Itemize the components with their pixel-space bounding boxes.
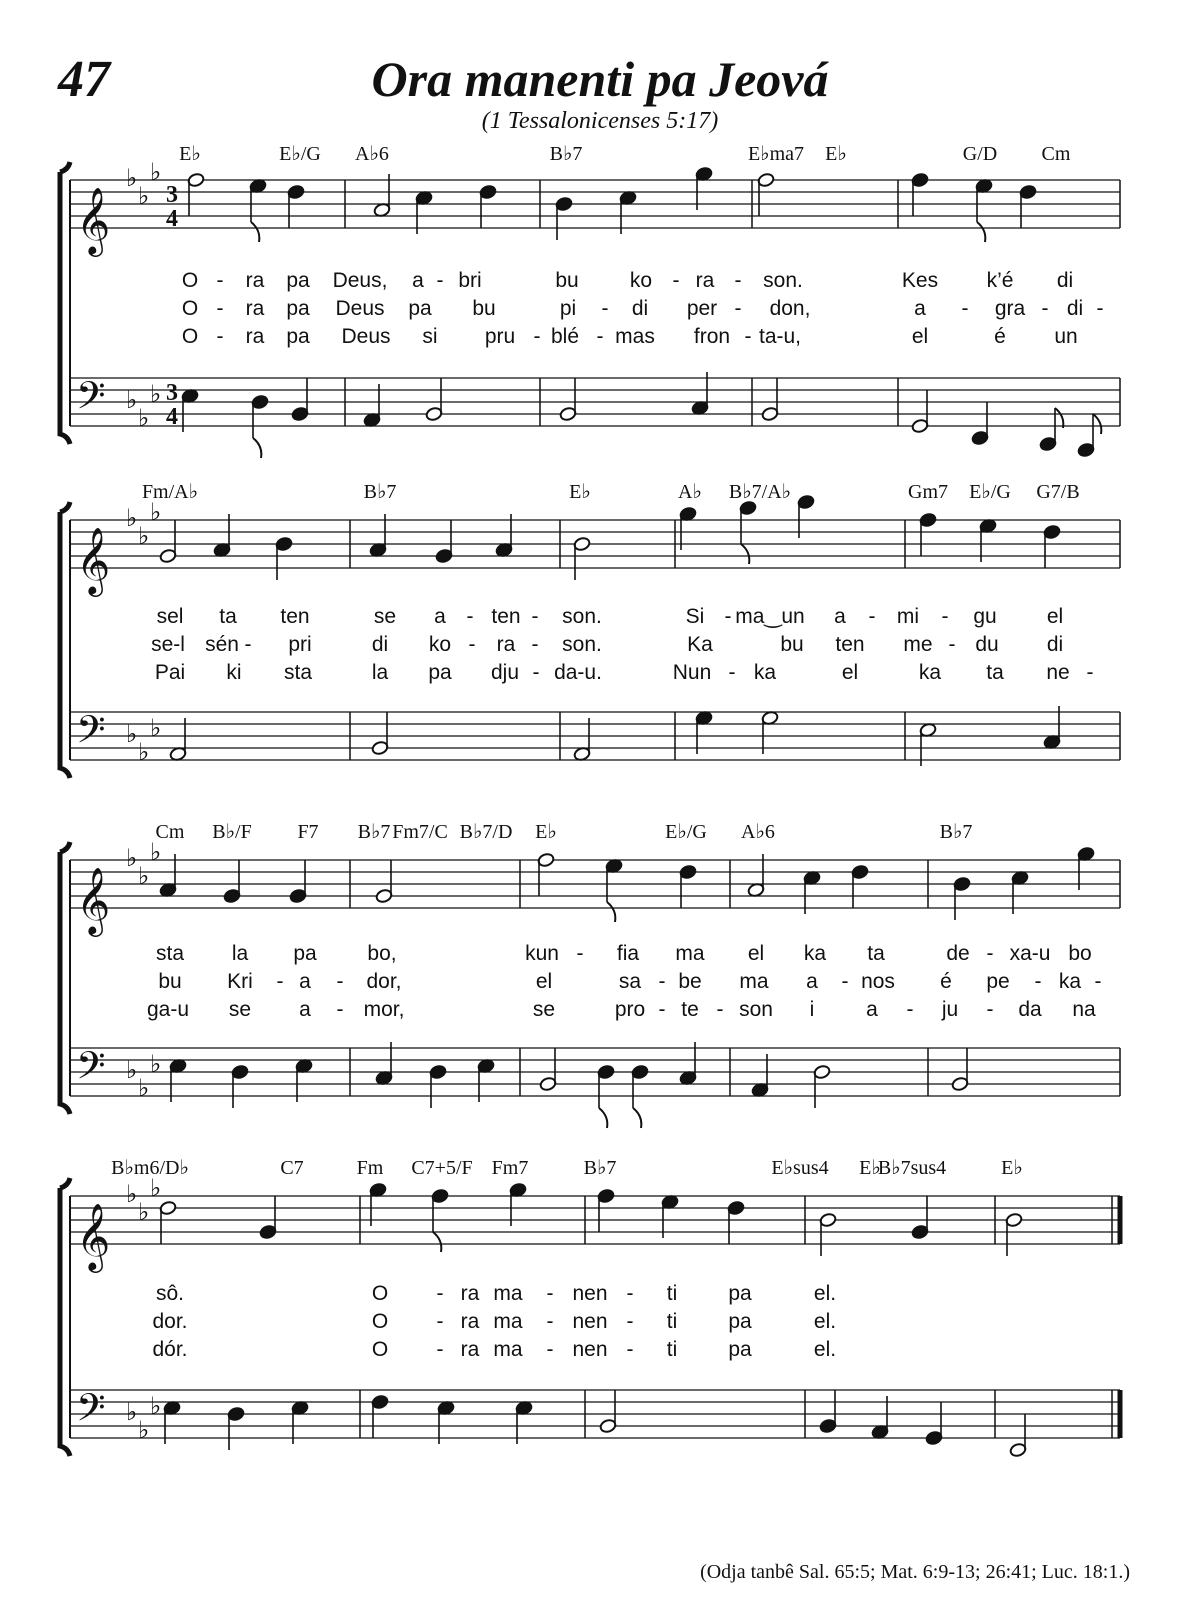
treble-note-flag: [977, 222, 985, 242]
flat-sign: ♭: [138, 522, 150, 550]
lyric-syllable: -: [531, 633, 539, 656]
lyric-syllable: son.: [763, 269, 803, 292]
lyric-syllable: ka: [803, 942, 827, 965]
lyric-syllable: -: [466, 605, 474, 628]
lyric-syllable: ra: [460, 1310, 480, 1333]
chord-symbol: E♭/G: [665, 821, 707, 843]
lyric-syllable: -: [734, 297, 742, 320]
lyric-syllable: a: [834, 605, 846, 628]
chord-symbol: C7+5/F: [411, 1157, 473, 1179]
lyric-syllable: ga-u: [146, 998, 190, 1021]
lyric-syllable: é: [940, 970, 952, 993]
chord-symbol: G/D: [962, 143, 998, 165]
lyric-syllable: el: [1046, 605, 1064, 628]
lyric-syllable: ta: [986, 661, 1004, 684]
lyric-syllable: -: [1034, 970, 1042, 993]
lyric-syllable: bu: [555, 269, 579, 292]
lyric-syllable: O: [181, 297, 199, 320]
lyric-syllable: mor,: [363, 998, 405, 1021]
flat-sign: ♭: [150, 1174, 162, 1202]
time-signature-top: 3: [166, 380, 178, 406]
flat-sign: ♭: [138, 182, 150, 210]
lyric-syllable: blé: [550, 325, 580, 348]
lyric-syllable: me: [903, 633, 933, 656]
chord-symbol: E♭/G: [279, 143, 321, 165]
treble-note-flag: [433, 1232, 441, 1252]
lyric-syllable: a: [914, 297, 926, 320]
footer-references: (Odja tanbê Sal. 65:5; Mat. 6:9-13; 26:41; Luc. 18:1.): [700, 1561, 1130, 1583]
chord-symbol: A♭6: [355, 143, 389, 165]
lyric-syllable: ma: [493, 1338, 523, 1361]
system-bracket: [60, 162, 70, 444]
chord-symbol: Fm7: [491, 1157, 529, 1179]
lyric-syllable: ju: [941, 998, 959, 1021]
chord-symbol: E♭/G: [969, 481, 1011, 503]
lyric-syllable: da: [1018, 998, 1042, 1021]
lyric-syllable: ra: [460, 1338, 480, 1361]
chord-symbol: B♭m6/D♭: [111, 1157, 189, 1179]
chord-symbol: B♭7sus4: [877, 1157, 947, 1179]
lyric-syllable: Deus: [335, 297, 385, 320]
lyric-syllable: se: [532, 998, 556, 1021]
lyric-syllable: sta: [283, 661, 313, 684]
chord-symbol: Cm: [155, 821, 185, 843]
lyric-syllable: -: [868, 605, 876, 628]
flat-sign: ♭: [138, 1198, 150, 1226]
lyric-syllable: ti: [666, 1310, 678, 1333]
lyric-syllable: di: [371, 633, 389, 656]
lyric-syllable: di: [631, 297, 649, 320]
lyric-syllable: du: [975, 633, 999, 656]
lyric-syllable: -: [986, 998, 994, 1021]
lyric-syllable: -: [1096, 297, 1104, 320]
lyric-syllable: mi: [896, 605, 920, 628]
lyric-syllable: -: [728, 661, 736, 684]
lyric-syllable: fia: [616, 942, 640, 965]
lyric-syllable: i: [809, 998, 815, 1021]
lyric-syllable: -: [744, 325, 752, 348]
lyric-syllable: Deus,: [332, 269, 388, 292]
lyric-syllable: ka: [753, 661, 777, 684]
lyric-syllable: Deus: [341, 325, 391, 348]
lyric-syllable: -: [216, 325, 224, 348]
lyric-syllable: el: [911, 325, 929, 348]
flat-sign: ♭: [138, 1416, 150, 1444]
lyric-syllable: a: [299, 970, 311, 993]
lyric-syllable: de: [946, 942, 970, 965]
lyric-syllable: ka: [918, 661, 942, 684]
lyric-syllable: k’é: [986, 269, 1014, 292]
lyric-syllable: -: [716, 998, 724, 1021]
lyric-syllable: xa-u: [1009, 942, 1051, 965]
lyric-syllable: ten: [835, 633, 865, 656]
flat-sign: ♭: [126, 1398, 138, 1426]
lyric-syllable: O: [371, 1310, 389, 1333]
lyric-syllable: fron: [693, 325, 731, 348]
lyric-syllable: -: [436, 1282, 444, 1305]
lyric-syllable: -: [533, 325, 541, 348]
lyric-syllable: -: [436, 1310, 444, 1333]
lyric-syllable: -: [436, 269, 444, 292]
lyric-syllable: -: [672, 269, 680, 292]
chord-symbol: Fm: [356, 1157, 384, 1179]
lyric-syllable: la: [231, 942, 249, 965]
bass-note-flag: [253, 438, 261, 458]
lyric-syllable: sel: [156, 605, 184, 628]
chord-symbol: E♭: [859, 1157, 881, 1179]
lyric-syllable: ka: [1058, 970, 1082, 993]
lyric-syllable: é: [994, 325, 1006, 348]
lyric-syllable: O: [181, 269, 199, 292]
scripture-reference: (1 Tessalonicenses 5:17): [481, 108, 719, 134]
lyric-syllable: ta: [867, 942, 885, 965]
lyric-syllable: -: [941, 605, 949, 628]
lyric-syllable: dór.: [152, 1338, 188, 1361]
bass-note-flag: [633, 1108, 641, 1128]
time-signature-bottom: 4: [166, 206, 178, 232]
lyric-syllable: -: [244, 633, 252, 656]
flat-sign: ♭: [126, 1180, 138, 1208]
lyric-syllable: -: [596, 325, 604, 348]
chord-symbol: A♭: [678, 481, 702, 503]
lyric-syllable: -: [468, 633, 476, 656]
chord-symbol: E♭: [569, 481, 591, 503]
lyric-syllable: pa: [286, 297, 310, 320]
lyric-syllable: -: [1041, 297, 1049, 320]
lyric-syllable: be: [678, 970, 702, 993]
flat-sign: ♭: [150, 1392, 162, 1420]
lyric-syllable: di: [1056, 269, 1074, 292]
treble-note-flag: [607, 902, 615, 922]
lyric-syllable: te: [681, 998, 699, 1021]
lyric-syllable: -: [1086, 661, 1094, 684]
lyric-syllable: -: [626, 1282, 634, 1305]
flat-sign: ♭: [138, 862, 150, 890]
flat-sign: ♭: [126, 720, 138, 748]
time-signature-top: 3: [166, 182, 178, 208]
lyric-syllable: bri: [458, 269, 482, 292]
lyric-syllable: -: [1094, 970, 1102, 993]
lyric-syllable: a: [806, 970, 818, 993]
treble-clef: 𝄞: [76, 186, 111, 254]
bass-note-flag: [1055, 408, 1063, 428]
lyric-syllable: -: [576, 942, 584, 965]
lyric-syllable: O: [181, 325, 199, 348]
lyric-syllable: pi: [559, 297, 577, 320]
lyric-syllable: nen: [572, 1282, 608, 1305]
lyric-syllable: -: [626, 1310, 634, 1333]
lyric-syllable: sta: [155, 942, 185, 965]
lyric-syllable: don,: [769, 297, 811, 320]
lyric-syllable: ra: [245, 325, 265, 348]
flat-sign: ♭: [126, 1056, 138, 1084]
lyric-syllable: Si: [685, 605, 705, 628]
lyric-syllable: pru: [484, 325, 516, 348]
lyric-syllable: se: [373, 605, 397, 628]
lyric-syllable: a: [434, 605, 446, 628]
chord-symbol: B♭7: [363, 481, 397, 503]
chord-symbol: Fm7/C: [392, 821, 448, 843]
chord-symbol: C7: [280, 1157, 304, 1179]
treble-clef: 𝄞: [76, 526, 111, 594]
chord-symbol: B♭7/D: [459, 821, 513, 843]
chord-symbol: E♭sus4: [771, 1157, 829, 1179]
lyric-syllable: -: [546, 1310, 554, 1333]
lyric-syllable: dju: [490, 661, 520, 684]
lyric-syllable: ma: [739, 970, 769, 993]
lyric-syllable: mas: [615, 325, 655, 348]
lyric-syllable: -: [841, 970, 849, 993]
lyric-syllable: ta-u,: [758, 325, 802, 348]
chord-symbol: Cm: [1041, 143, 1071, 165]
lyric-syllable: se: [228, 998, 252, 1021]
lyric-syllable: -: [948, 633, 956, 656]
bass-clef: 𝄢: [76, 1385, 106, 1439]
lyric-syllable: pe: [986, 970, 1010, 993]
lyric-syllable: el: [535, 970, 553, 993]
lyric-syllable: la: [371, 661, 389, 684]
chord-symbol: E♭: [1001, 1157, 1023, 1179]
lyric-syllable: a: [412, 269, 424, 292]
lyric-syllable: son.: [562, 633, 602, 656]
lyric-syllable: Kes: [901, 269, 939, 292]
hymn-number: 47: [58, 51, 110, 108]
lyric-syllable: bu: [158, 970, 182, 993]
lyric-syllable: -: [336, 970, 344, 993]
lyric-syllable: ten: [280, 605, 310, 628]
time-signature-bottom: 4: [166, 404, 178, 430]
lyric-syllable: ti: [666, 1282, 678, 1305]
system-bracket: [60, 502, 70, 778]
lyric-syllable: -: [546, 1338, 554, 1361]
lyric-syllable: ko: [629, 269, 653, 292]
lyric-syllable: ki: [226, 661, 242, 684]
chord-symbol: F7: [297, 821, 319, 843]
bass-clef: 𝄢: [76, 1043, 106, 1097]
lyric-syllable: nos: [861, 970, 895, 993]
lyric-syllable: -: [601, 297, 609, 320]
flat-sign: ♭: [150, 1050, 162, 1078]
lyric-syllable: gu: [973, 605, 997, 628]
lyric-syllable: ra: [245, 269, 265, 292]
lyric-syllable: -: [658, 998, 666, 1021]
lyric-syllable: pa: [286, 325, 310, 348]
chord-symbol: E♭: [825, 143, 847, 165]
lyric-syllable: -: [658, 970, 666, 993]
chord-symbol: E♭ma7: [747, 143, 805, 165]
chord-symbol: E♭: [535, 821, 557, 843]
lyric-syllable: bo,: [367, 942, 397, 965]
lyric-syllable: -: [961, 297, 969, 320]
lyric-syllable: sa: [618, 970, 642, 993]
lyric-syllable: son.: [562, 605, 602, 628]
lyric-syllable: ra: [460, 1282, 480, 1305]
flat-sign: ♭: [150, 714, 162, 742]
lyric-syllable: ten: [491, 605, 521, 628]
lyric-syllable: el.: [813, 1338, 837, 1361]
lyric-syllable: se-l: [151, 633, 185, 656]
treble-note-flag: [251, 222, 259, 242]
bass-clef: 𝄢: [76, 373, 106, 427]
lyric-syllable: -: [546, 1282, 554, 1305]
lyric-syllable: el.: [813, 1282, 837, 1305]
lyric-syllable: pa: [293, 942, 317, 965]
bass-note-flag: [599, 1108, 607, 1128]
chord-symbol: B♭7: [549, 143, 583, 165]
chord-symbol: Fm/A♭: [141, 481, 199, 503]
lyric-syllable: O: [371, 1282, 389, 1305]
lyric-syllable: -: [276, 970, 284, 993]
lyric-syllable: Nun: [672, 661, 712, 684]
lyric-syllable: bu: [472, 297, 496, 320]
chord-symbol: B♭7/A♭: [728, 481, 792, 503]
lyric-syllable: son: [739, 998, 773, 1021]
lyric-syllable: di: [1066, 297, 1084, 320]
lyric-syllable: dor,: [366, 970, 402, 993]
lyric-syllable: el.: [813, 1310, 837, 1333]
lyric-syllable: ma: [493, 1282, 523, 1305]
chord-symbol: B♭/F: [212, 821, 252, 843]
hymn-title: Ora manenti pa Jeová: [371, 51, 829, 107]
lyric-syllable: -: [436, 1338, 444, 1361]
treble-note-flag: [741, 544, 749, 564]
treble-clef: 𝄞: [76, 1202, 111, 1270]
lyric-syllable: O: [371, 1338, 389, 1361]
lyric-syllable: bu: [780, 633, 804, 656]
flat-sign: ♭: [138, 404, 150, 432]
flat-sign: ♭: [126, 164, 138, 192]
chord-symbol: E♭: [179, 143, 201, 165]
lyric-syllable: -: [336, 998, 344, 1021]
lyric-syllable: pa: [728, 1310, 752, 1333]
flat-sign: ♭: [138, 1074, 150, 1102]
lyric-syllable: -: [216, 297, 224, 320]
treble-clef: 𝄞: [76, 866, 111, 934]
flat-sign: ♭: [150, 380, 162, 408]
lyric-syllable: -: [626, 1338, 634, 1361]
lyric-syllable: nen: [572, 1338, 608, 1361]
lyric-syllable: pro: [614, 998, 646, 1021]
lyric-syllable: pa: [428, 661, 452, 684]
flat-sign: ♭: [150, 498, 162, 526]
lyric-syllable: ko: [428, 633, 452, 656]
lyric-syllable: -: [986, 942, 994, 965]
bass-note-flag: [1093, 414, 1101, 434]
lyric-syllable: pa: [728, 1338, 752, 1361]
lyric-syllable: -: [734, 269, 742, 292]
lyric-syllable: a: [299, 998, 311, 1021]
lyric-syllable: a: [866, 998, 878, 1021]
lyric-syllable: ti: [666, 1338, 678, 1361]
lyric-syllable: sô.: [155, 1282, 185, 1305]
lyric-syllable: nen: [572, 1310, 608, 1333]
chord-symbol: Gm7: [908, 481, 948, 503]
lyric-syllable: ra: [496, 633, 516, 656]
lyric-syllable: un: [1054, 325, 1078, 348]
system-bracket: [60, 1178, 70, 1456]
lyric-syllable: -: [532, 661, 540, 684]
lyric-syllable: kun: [525, 942, 559, 965]
lyric-syllable: el: [841, 661, 859, 684]
flat-sign: ♭: [138, 738, 150, 766]
lyric-syllable: pri: [288, 633, 312, 656]
flat-sign: ♭: [126, 504, 138, 532]
lyric-syllable: pa: [728, 1282, 752, 1305]
chord-symbol: B♭7: [357, 821, 391, 843]
lyric-syllable: ma: [493, 1310, 523, 1333]
lyric-syllable: na: [1072, 998, 1096, 1021]
chord-symbol: G7/B: [1036, 481, 1080, 503]
lyric-syllable: bo: [1068, 942, 1092, 965]
lyric-syllable: sén: [205, 633, 239, 656]
lyric-syllable: ra: [245, 297, 265, 320]
lyric-syllable: el: [747, 942, 765, 965]
lyric-syllable: di: [1046, 633, 1064, 656]
lyric-syllable: ra: [695, 269, 715, 292]
lyric-syllable: -: [724, 605, 732, 628]
lyric-syllable: Kri: [227, 970, 253, 993]
lyric-syllable: Ka: [687, 633, 713, 656]
lyric-syllable: per: [686, 297, 718, 320]
lyric-syllable: dor.: [152, 1310, 188, 1333]
flat-sign: ♭: [126, 844, 138, 872]
lyric-syllable: gra: [994, 297, 1026, 320]
lyric-syllable: -: [216, 269, 224, 292]
lyric-syllable: pa: [408, 297, 432, 320]
lyric-syllable: ma‿un: [735, 605, 805, 628]
system-bracket: [60, 842, 70, 1114]
chord-symbol: B♭7: [583, 1157, 617, 1179]
flat-sign: ♭: [150, 838, 162, 866]
lyric-syllable: -: [906, 998, 914, 1021]
lyric-syllable: Pai: [154, 661, 186, 684]
chord-symbol: A♭6: [741, 821, 775, 843]
lyric-syllable: ta: [219, 605, 237, 628]
flat-sign: ♭: [150, 158, 162, 186]
flat-sign: ♭: [126, 386, 138, 414]
lyric-syllable: -: [531, 605, 539, 628]
lyric-syllable: si: [422, 325, 438, 348]
lyric-syllable: da-u.: [554, 661, 602, 684]
lyric-syllable: ma: [675, 942, 705, 965]
chord-symbol: B♭7: [939, 821, 973, 843]
lyric-syllable: ne: [1046, 661, 1070, 684]
bass-clef: 𝄢: [76, 707, 106, 761]
lyric-syllable: pa: [286, 269, 310, 292]
